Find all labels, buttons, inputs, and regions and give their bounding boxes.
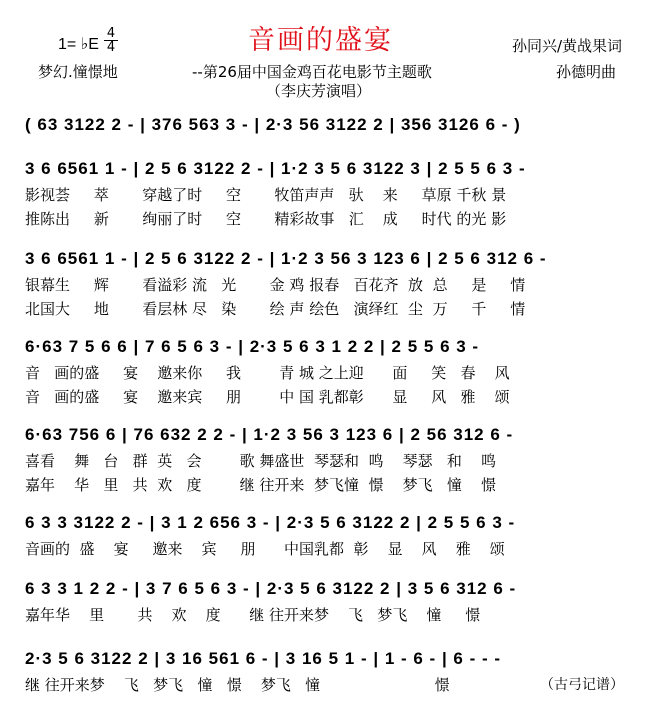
notation-line: 6·63 7 5 6 6 | 7 6 5 6 3 - | 2·3 5 6 3 1 2 2 | 2 5 5 6 3 - (25, 337, 480, 356)
lyric-verse-1: 嘉年华 里 共 欢 度 继 往开来梦 飞 梦飞 憧 憬 (25, 606, 481, 624)
notation-line: 6·63 756 6 | 76 632 2 2 - | 1·2 3 56 3 123 6 | 2 56 312 6 - (25, 425, 514, 444)
notation-line: 6 3 3 3122 2 - | 3 1 2 656 3 - | 2·3 5 6 3122 2 | 2 5 5 6 3 - (25, 513, 516, 532)
notation-line: 3 6 6561 1 - | 2 5 6 3122 2 - | 1·2 3 56 3 123 6 | 2 5 6 312 6 - (25, 249, 547, 268)
lyric-verse-2: 推陈出 新 绚丽了时 空 精彩故事 汇 成 时代 的光 影 (25, 210, 507, 228)
tempo-mood: 梦幻.憧憬地 (38, 63, 118, 81)
lyric-verse-1: 音画的 盛 宴 邀来 宾 朋 中国乳都 彰 显 风 雅 颂 (25, 540, 505, 558)
notation-line: 6 3 3 1 2 2 - | 3 7 6 5 6 3 - | 2·3 5 6 3122 2 | 3 5 6 312 6 - (25, 579, 517, 598)
notation-line: 2·3 5 6 3122 2 | 3 16 561 6 - | 3 16 5 1 - | 1 - 6 - | 6 - - - (25, 649, 502, 668)
transcriber-credit: （古弓记谱） (540, 677, 624, 693)
lyric-verse-2: 嘉年 华 里 共 欢 度 继 往开来 梦飞憧 憬 梦飞 憧 憬 (25, 476, 496, 494)
subtitle: --第26届中国金鸡百花电影节主题歌 (192, 63, 432, 81)
lyric-verse-1: 继 往开来梦 飞 梦飞 憧 憬 梦飞 憧 憬 (25, 676, 450, 694)
composer: 孙德明曲 (555, 63, 616, 81)
lyric-verse-1: 影视荟 萃 穿越了时 空 牧笛声声 驮 来 草原 千秋 景 (25, 186, 507, 204)
singer: （李庆芳演唱） (266, 82, 372, 100)
lyric-verse-1: 喜看 舞 台 群 英 会 歌 舞盛世 琴瑟和 鸣 琴瑟 和 鸣 (25, 452, 496, 470)
key-signature: 1= ♭E (58, 36, 99, 53)
lyric-verse-2: 音 画的盛 宴 邀来宾 朋 中 国 乳都彰 显 风 雅 颂 (25, 388, 510, 406)
lyric-verse-1: 银幕生 辉 看溢彩 流 光 金 鸡 报春 百花齐 放 总 是 情 (25, 276, 526, 294)
lyric-verse-2: 北国大 地 看层林 尽 染 绘 声 绘色 演绎红 尘 万 千 情 (25, 300, 526, 318)
song-title: 音画的盛宴 (248, 25, 393, 56)
meter-bottom: 4 (106, 40, 116, 55)
meter-top: 4 (106, 26, 116, 41)
lyric-verse-1: 音 画的盛 宴 邀来你 我 青 城 之上迎 面 笑 春 风 (25, 364, 510, 382)
lyricists: 孙同兴/黄战果词 (511, 37, 622, 55)
notation-line: ( 63 3122 2 - | 376 563 3 - | 2·3 56 3122 2 | 356 3126 6 - ) (25, 115, 521, 134)
time-signature (104, 28, 118, 53)
notation-line: 3 6 6561 1 - | 2 5 6 3122 2 - | 1·2 3 5 6 3122 3 | 2 5 5 6 3 - (25, 159, 526, 178)
